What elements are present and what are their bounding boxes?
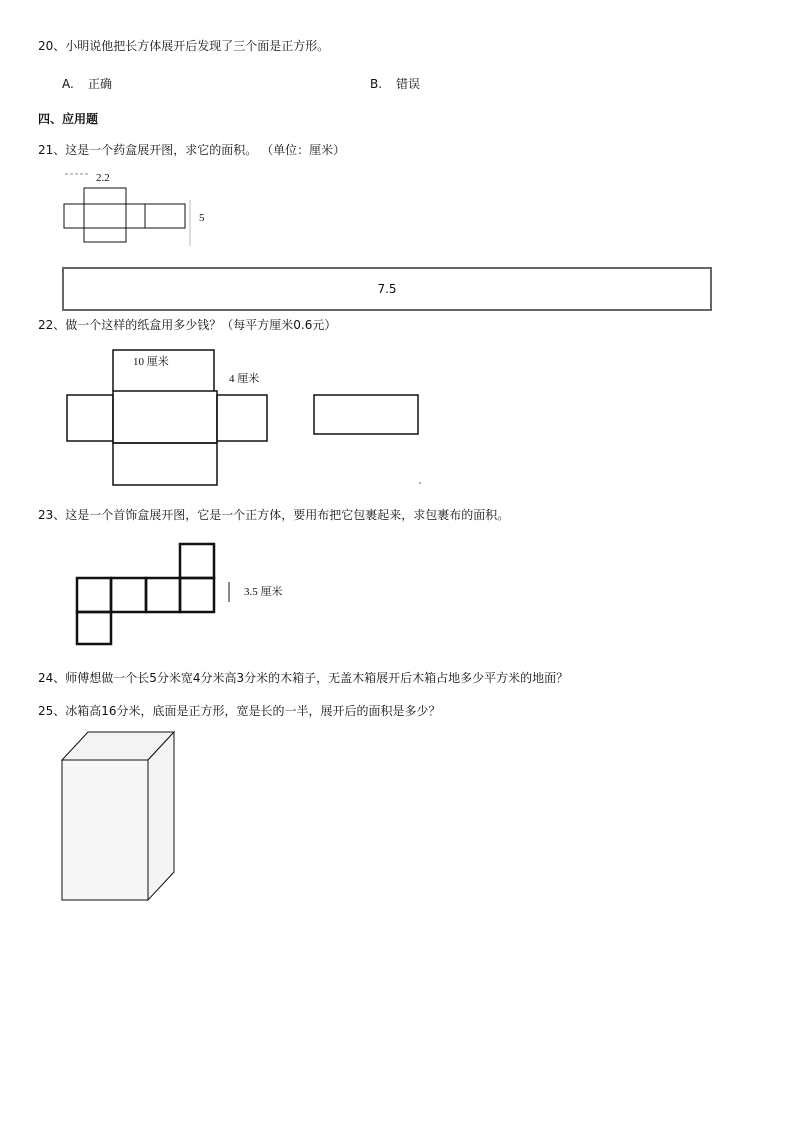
q22-dot xyxy=(419,482,421,484)
q23-label-edge: 3.5 厘米 xyxy=(244,586,283,598)
q20-option-a-letter: A. xyxy=(62,77,74,91)
q21-face-right xyxy=(126,204,145,228)
q21-answer-box[interactable] xyxy=(62,267,712,311)
q25-text: 25、冰箱高16分米，底面是正方形，宽是长的一半，展开后的面积是多少？ xyxy=(38,704,441,718)
q22-text: 22、做一个这样的纸盒用多少钱？（每平方厘米0.6元） xyxy=(38,318,337,332)
section-heading: 四、应用题 xyxy=(38,112,99,126)
q23-face-row-3 xyxy=(146,578,180,612)
q21-label-top: 2.2 xyxy=(96,172,110,184)
q22-separate-rectangle xyxy=(314,395,418,434)
q22-face-left xyxy=(67,395,113,441)
q21-answer-value: 7.5 xyxy=(377,282,397,296)
q20-option-b-text[interactable]: 错误 xyxy=(396,77,421,91)
q21-face-back xyxy=(145,204,185,228)
q20-option-a-text[interactable]: 正确 xyxy=(88,77,113,91)
q23-face-row-1 xyxy=(77,578,111,612)
q21-net-diagram xyxy=(60,168,220,248)
q21-face-bottom xyxy=(84,228,126,242)
q25-fridge-diagram xyxy=(60,728,180,903)
q21-label-right: 5 xyxy=(199,212,205,224)
q23-face-bottom-left xyxy=(77,612,111,644)
q21-face-left xyxy=(64,204,84,228)
q21-face-top xyxy=(84,188,126,204)
q20-option-b-letter: B. xyxy=(370,77,383,91)
q23-text: 23、这是一个首饰盒展开图，它是一个正方体，要用布把它包裹起来，求包裹布的面积。 xyxy=(38,508,510,522)
q24-text: 24、师傅想做一个长5分米宽4分米高3分米的木箱子，无盖木箱展开后木箱占地多少平方米的地面？ xyxy=(38,671,569,685)
q21-face-front xyxy=(84,204,126,228)
q22-face-front xyxy=(113,391,217,443)
q22-face-right xyxy=(217,395,267,441)
q22-label-length: 10 厘米 xyxy=(133,356,169,368)
q23-face-row-2 xyxy=(111,578,146,612)
q25-face-front xyxy=(62,760,148,900)
q21-text: 21、这是一个药盒展开图，求它的面积。 （单位：厘米） xyxy=(38,143,346,157)
q25-face-side xyxy=(148,732,174,900)
q23-face-top-right xyxy=(180,544,214,578)
q22-net-diagram xyxy=(60,345,430,490)
q22-label-width: 4 厘米 xyxy=(229,373,260,385)
q22-face-bottom xyxy=(113,443,217,485)
q20-text: 20、小明说他把长方体展开后发现了三个面是正方形。 xyxy=(38,39,330,53)
q23-face-row-4 xyxy=(180,578,214,612)
